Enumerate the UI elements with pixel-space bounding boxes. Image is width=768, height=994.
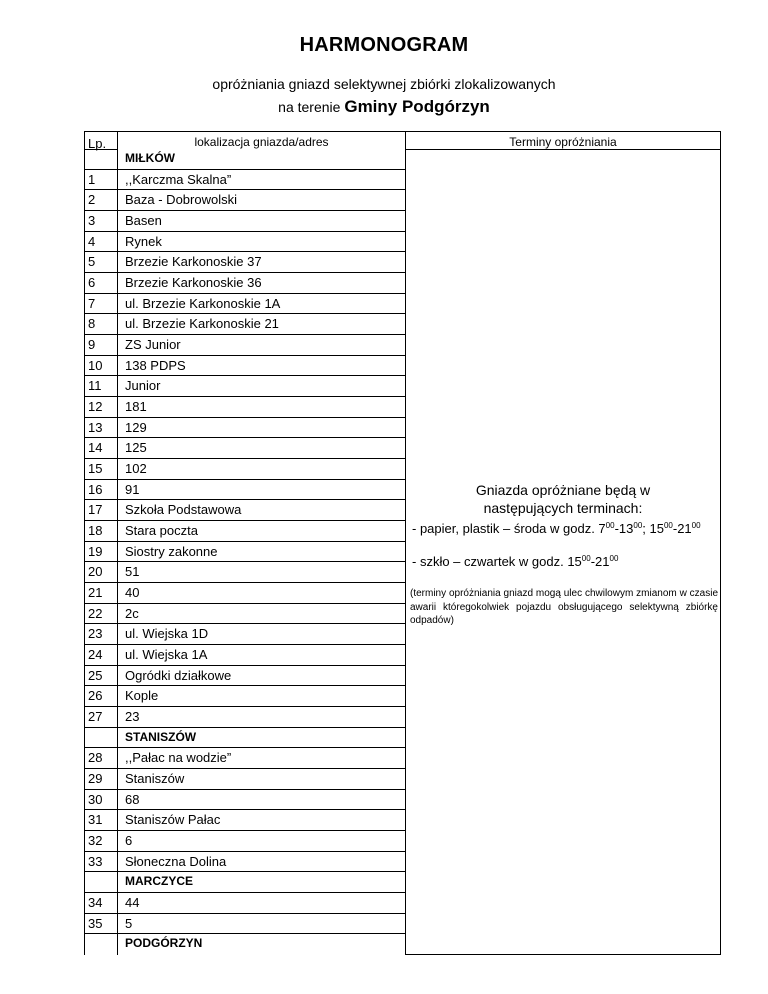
table-row	[84, 624, 406, 645]
row-lp: 32	[88, 833, 103, 848]
row-lp: 21	[88, 585, 103, 600]
row-location: 40	[125, 585, 140, 600]
row-location: Brzezie Karkonoskie 36	[125, 275, 262, 290]
row-location: ul. Wiejska 1A	[125, 647, 208, 662]
row-lp: 10	[88, 357, 103, 373]
row-lp: 13	[88, 419, 103, 435]
table-row	[84, 294, 406, 315]
table-row	[84, 418, 406, 439]
row-location: 181	[125, 399, 147, 414]
header-location: lokalizacja gniazda/adres	[117, 131, 406, 150]
table-row	[84, 769, 406, 790]
row-lp: 33	[88, 853, 103, 869]
page-title: HARMONOGRAM	[299, 34, 469, 56]
row-location: Staniszów Pałac	[125, 812, 221, 828]
table-row	[84, 170, 406, 191]
row-lp: 7	[88, 295, 96, 311]
table-row	[84, 790, 406, 811]
row-location: ul. Brzezie Karkonoskie 21	[125, 316, 279, 332]
row-lp: 20	[88, 564, 103, 580]
section-row	[84, 872, 406, 893]
row-location: Rynek	[125, 233, 162, 249]
row-lp: 15	[88, 461, 103, 476]
table-row	[84, 480, 406, 501]
row-location: 23	[125, 709, 140, 724]
row-lp: 14	[88, 440, 103, 456]
row-location: 68	[125, 791, 140, 807]
table-row	[84, 521, 406, 542]
table-row	[84, 810, 406, 831]
section-name: STANISZÓW	[125, 729, 197, 744]
table-row	[84, 686, 406, 707]
row-location: ZS Junior	[125, 337, 181, 352]
subtitle-line2	[0, 97, 768, 117]
row-lp: 23	[88, 626, 103, 642]
table-row	[84, 542, 406, 563]
subtitle-gmina: Gminy Podgórzyn	[344, 97, 490, 116]
row-lp: 1	[88, 171, 96, 187]
row-lp: 22	[88, 605, 103, 621]
table-row	[84, 335, 406, 356]
terms-column-frame	[405, 149, 721, 955]
row-location: Słoneczna Dolina	[125, 853, 227, 869]
row-location: ul. Brzezie Karkonoskie 1A	[125, 295, 281, 311]
row-location: Siostry zakonne	[125, 543, 218, 559]
row-location: Kople	[125, 688, 159, 704]
row-location: ,,Karczma Skalna”	[125, 171, 232, 187]
row-lp: 35	[88, 915, 103, 931]
row-lp: 16	[88, 481, 103, 497]
row-lp: 30	[88, 791, 103, 807]
section-row	[84, 149, 406, 170]
row-location: Szkoła Podstawowa	[125, 502, 242, 518]
table-row	[84, 459, 406, 480]
table-row	[84, 604, 406, 625]
section-name: MIŁKÓW	[125, 151, 175, 165]
row-location: ,,Pałac na wodzie”	[125, 750, 232, 766]
row-location: ul. Wiejska 1D	[125, 626, 209, 642]
row-lp: 19	[88, 543, 103, 559]
subtitle-prefix: na terenie	[278, 99, 341, 115]
table-row	[84, 707, 406, 728]
table-row	[84, 438, 406, 459]
row-lp: 4	[88, 233, 96, 249]
row-location: Ogródki działkowe	[125, 667, 232, 683]
header-lp: Lp.	[84, 131, 118, 150]
section-name: MARCZYCE	[125, 874, 193, 889]
row-location: 102	[125, 461, 147, 476]
table-row	[84, 852, 406, 873]
row-location: 138 PDPS	[125, 357, 186, 373]
row-lp: 2	[88, 192, 96, 208]
row-location: Junior	[125, 378, 161, 394]
schedule-note: (terminy opróżniania gniazd mogą ulec chwilowym zmianom w czasie awarii któregokolwiek pojazdu obsługującego selektywną zbiórkę odpadów)	[410, 588, 718, 626]
table-row	[84, 376, 406, 397]
table-row	[84, 500, 406, 521]
schedule-paper-plastic: - papier, plastik – środa w godz. $7^{00}-13^{00}$; $15^{00}-21^{00}$	[412, 521, 701, 536]
row-location: 129	[125, 419, 147, 435]
table-row	[84, 211, 406, 232]
row-lp: 6	[88, 275, 96, 290]
table-row	[84, 666, 406, 687]
table-row	[84, 232, 406, 253]
row-lp: 34	[88, 895, 103, 910]
row-lp: 3	[88, 213, 96, 228]
table-row	[84, 252, 406, 273]
row-lp: 25	[88, 667, 103, 683]
row-location: 51	[125, 564, 140, 580]
row-lp: 28	[88, 750, 103, 766]
table-row	[84, 314, 406, 335]
row-lp: 27	[88, 709, 103, 724]
section-row	[84, 728, 406, 749]
table-row	[84, 190, 406, 211]
row-lp: 5	[88, 254, 96, 270]
row-location: Staniszów	[125, 771, 185, 786]
row-location: 2c	[125, 605, 139, 621]
table-row	[84, 562, 406, 583]
schedule-glass: - szkło – czwartek w godz. $15^{00}-21^{00}$	[412, 554, 619, 569]
table-row	[84, 748, 406, 769]
row-lp: 8	[88, 316, 96, 332]
row-lp: 12	[88, 399, 103, 414]
row-location: 44	[125, 895, 140, 910]
table-row	[84, 914, 406, 935]
row-lp: 17	[88, 502, 103, 518]
row-location: Baza - Dobrowolski	[125, 192, 237, 208]
row-location: Brzezie Karkonoskie 37	[125, 254, 262, 270]
section-row	[84, 934, 406, 955]
row-lp: 31	[88, 812, 103, 828]
table-row	[84, 397, 406, 418]
row-location: 125	[125, 440, 147, 456]
row-location: 5	[125, 915, 133, 931]
header-terms: Terminy opróżniania	[405, 131, 721, 150]
row-location: 91	[125, 481, 140, 497]
table-row	[84, 831, 406, 852]
row-lp: 11	[88, 378, 102, 394]
schedule-heading: Gniazda opróżniane będą w następujących terminach:	[475, 482, 651, 516]
table-row	[84, 273, 406, 294]
subtitle-line1: opróżniania gniazd selektywnej zbiórki zlokalizowanych	[212, 76, 556, 92]
table-row	[84, 356, 406, 377]
row-lp: 29	[88, 771, 103, 786]
table-row	[84, 583, 406, 604]
row-lp: 24	[88, 647, 103, 662]
table-row	[84, 645, 406, 666]
section-name: PODGÓRZYN	[125, 936, 203, 951]
row-lp: 26	[88, 688, 103, 704]
row-lp: 18	[88, 523, 103, 538]
row-lp: 9	[88, 337, 96, 352]
row-location: Basen	[125, 213, 162, 228]
row-location: 6	[125, 833, 133, 848]
row-location: Stara poczta	[125, 523, 198, 538]
table-row	[84, 893, 406, 914]
